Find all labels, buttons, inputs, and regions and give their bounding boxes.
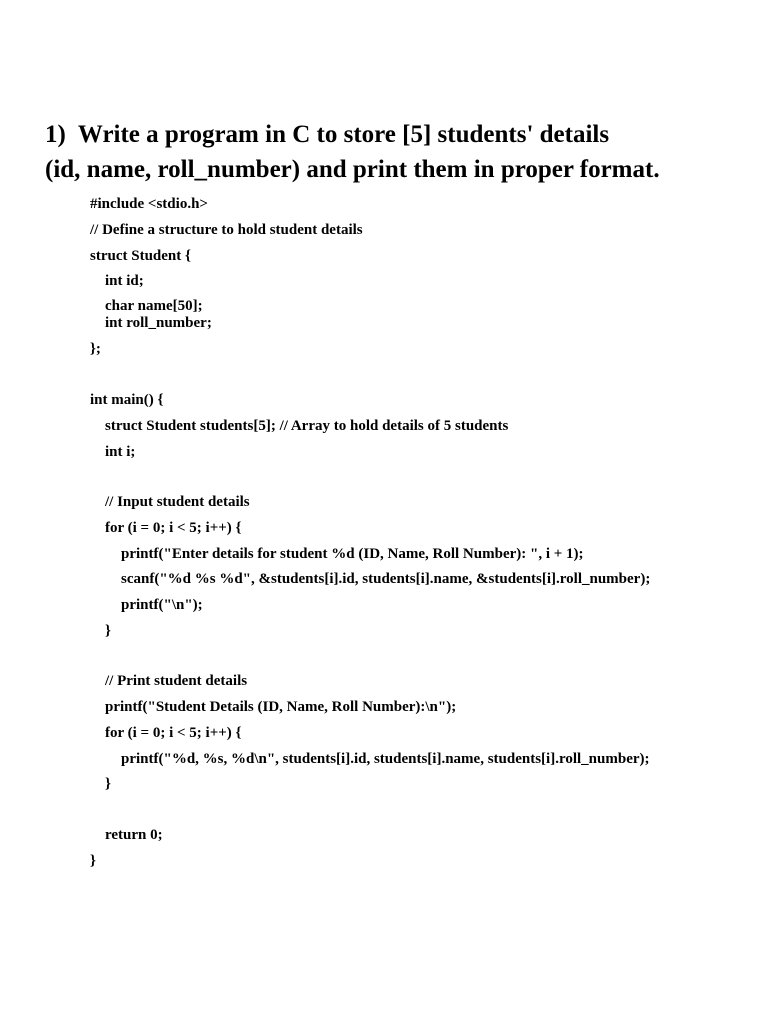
code-line-struct-open: struct Student { — [90, 248, 191, 264]
question-heading — [45, 117, 745, 187]
code-line-int-i: int i; — [105, 444, 136, 460]
code-line-printf-header: printf("Student Details (ID, Name, Roll Number):\n"); — [105, 699, 457, 715]
code-line-return: return 0; — [105, 827, 163, 843]
code-line-for-print-close: } — [105, 776, 111, 792]
code-line-main-close: } — [90, 853, 96, 869]
code-line-comment-struct: // Define a structure to hold student details — [90, 222, 363, 238]
code-line-for-input: for (i = 0; i < 5; i++) { — [105, 520, 242, 536]
code-line-printf-prompt: printf("Enter details for student %d (ID, Name, Roll Number): ", i + 1); — [121, 546, 584, 562]
question-line-2: (id, name, roll_number) and print them in proper format. — [45, 156, 660, 183]
code-line-field-name: char name[50]; — [105, 298, 203, 314]
code-line-field-roll: int roll_number; — [105, 315, 212, 331]
code-line-students-array: struct Student students[5]; // Array to hold details of 5 students — [105, 418, 509, 434]
code-line-scanf: scanf("%d %s %d", &students[i].id, students[i].name, &students[i].roll_number); — [121, 571, 651, 587]
code-line-comment-input: // Input student details — [105, 494, 250, 510]
question-text-1: Write a program in C to store [5] students' details — [77, 121, 610, 148]
code-line-struct-close: }; — [90, 341, 101, 357]
code-line-field-id: int id; — [105, 273, 144, 289]
code-line-main-open: int main() { — [90, 392, 164, 408]
code-line-comment-print: // Print student details — [105, 673, 248, 689]
code-line-for-print: for (i = 0; i < 5; i++) { — [105, 725, 242, 741]
code-line-printf-newline: printf("\n"); — [121, 597, 203, 613]
code-line-include: #include <stdio.h> — [90, 196, 208, 212]
question-number: 1) — [45, 121, 66, 148]
code-line-printf-row: printf("%d, %s, %d\n", students[i].id, students[i].name, students[i].roll_number); — [121, 751, 650, 767]
question-line-1 — [45, 117, 745, 152]
code-line-for-input-close: } — [105, 623, 111, 639]
